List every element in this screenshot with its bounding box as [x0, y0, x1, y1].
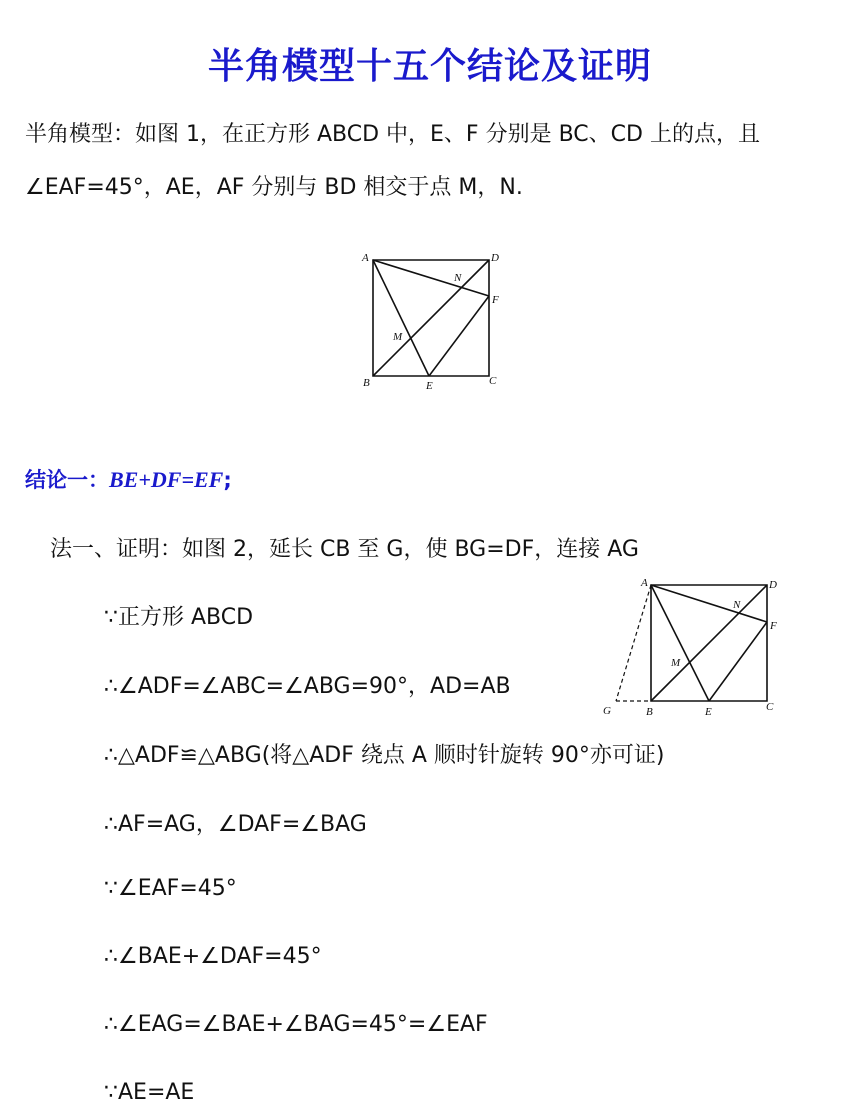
label-d: D: [491, 252, 499, 264]
label-a: A: [362, 252, 369, 264]
label-n: N: [733, 599, 741, 611]
diagonal-bd: [651, 585, 767, 701]
label-e: E: [426, 380, 433, 392]
proof-step-5: ∵∠EAF=45°: [104, 876, 237, 901]
label-e: E: [705, 706, 712, 718]
proof-step-2: ∴∠ADF=∠ABC=∠ABG=90°，AD=AB: [104, 674, 511, 699]
proof-step-4: ∴AF=AG，∠DAF=∠BAG: [104, 812, 367, 837]
proof-step-6: ∴∠BAE+∠DAF=45°: [104, 944, 322, 969]
label-d: D: [769, 579, 777, 591]
label-a: A: [641, 577, 648, 589]
label-b: B: [646, 706, 653, 718]
label-f: F: [492, 294, 499, 306]
page-title: 半角模型十五个结论及证明: [207, 46, 652, 87]
segment-ef: [429, 296, 489, 376]
segment-ae: [651, 585, 709, 701]
figure-1: [355, 250, 505, 395]
segment-ae: [373, 260, 429, 376]
label-c: C: [766, 701, 774, 713]
label-n: N: [454, 272, 462, 284]
label-c: C: [489, 375, 497, 387]
conclusion-label: 结论一：: [25, 468, 109, 492]
segment-ag: [616, 585, 651, 701]
intro-line-1: 半角模型：如图 1，在正方形 ABCD 中，E、F 分别是 BC、CD 上的点，且: [25, 122, 760, 147]
conclusion-1: [25, 464, 232, 494]
label-g: G: [603, 705, 611, 717]
figure-2: [598, 574, 788, 720]
conclusion-end: ;: [223, 468, 232, 492]
proof-step-3: ∴△ADF≌△ABG(将△ADF 绕点 A 顺时针旋转 90°亦可证): [104, 743, 665, 768]
intro-line-2: ∠EAF=45°，AE，AF 分别与 BD 相交于点 M，N.: [25, 175, 523, 200]
proof-step-7: ∴∠EAG=∠BAE+∠BAG=45°=∠EAF: [104, 1012, 488, 1037]
label-b: B: [363, 377, 370, 389]
method-1-intro: 法一、证明：如图 2，延长 CB 至 G，使 BG=DF，连接 AG: [50, 537, 639, 562]
label-f: F: [770, 620, 777, 632]
proof-step-8: ∵AE=AE: [104, 1080, 195, 1105]
proof-step-1: ∵正方形 ABCD: [104, 605, 254, 630]
label-m: M: [671, 657, 681, 669]
label-m: M: [393, 331, 403, 343]
conclusion-formula: BE+DF=EF: [109, 467, 224, 492]
